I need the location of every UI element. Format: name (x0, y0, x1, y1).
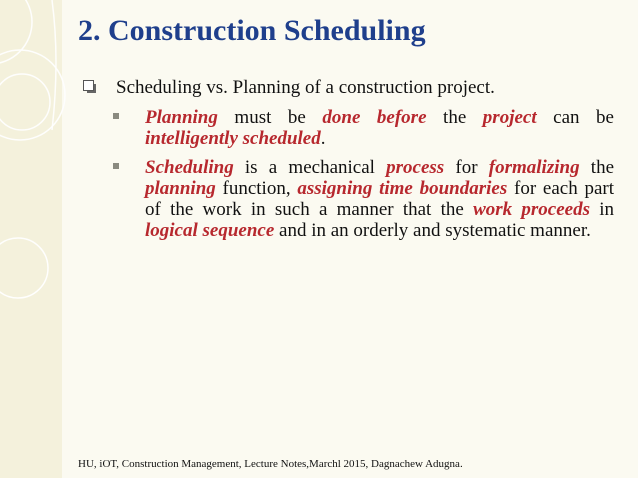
text-run: the (579, 157, 615, 178)
text-run: is a mechanical (233, 157, 387, 178)
text-run: in (589, 199, 614, 220)
text-run: for each part of the work in such a manner that the (145, 178, 614, 220)
text-run: for (444, 157, 489, 178)
text-run: and in an orderly and systematic manner. (274, 220, 591, 241)
emphasis-term: Planning (145, 107, 218, 128)
decor-circle-top (0, 0, 32, 64)
sub-bullet-scheduling-text (145, 157, 614, 241)
slide-footer: HU, iOT, Construction Management, Lecture Notes,Marchl 2015, Dagnachew Adugna. (78, 458, 463, 470)
emphasis-term: logical sequence (145, 220, 275, 241)
left-band (0, 0, 62, 478)
square-bullet-icon (113, 113, 119, 119)
emphasis-term: project (482, 107, 537, 128)
text-run: function, (215, 178, 298, 199)
decor-circle-mid (0, 238, 48, 298)
decor-arc (52, 0, 56, 130)
slide-content (78, 77, 618, 241)
emphasis-term: Scheduling (145, 157, 234, 178)
emphasis-term: process (386, 157, 445, 178)
sub-bullet-planning (145, 107, 614, 149)
slide-title: 2. Construction Scheduling (78, 14, 426, 47)
emphasis-term: work proceeds (473, 199, 590, 220)
heading-bullet-text: Scheduling vs. Planning of a construction project. (116, 77, 495, 98)
text-run: can be (536, 107, 614, 128)
sub-bullet-scheduling (145, 157, 614, 241)
emphasis-term: done before (322, 107, 427, 128)
checkbox-bullet-icon (83, 80, 94, 91)
heading-bullet (78, 77, 618, 99)
text-run: . (320, 128, 326, 149)
sub-bullet-planning-text (145, 107, 614, 149)
emphasis-term: assigning time boundaries (297, 178, 508, 199)
square-bullet-icon (113, 163, 119, 169)
emphasis-term: planning (145, 178, 216, 199)
text-run: must be (217, 107, 323, 128)
text-run: the (426, 107, 483, 128)
decor-circle-small (0, 74, 50, 130)
emphasis-term: formalizing (488, 157, 580, 178)
emphasis-term: intelligently scheduled (145, 128, 321, 149)
decor-circle-large (0, 50, 65, 140)
